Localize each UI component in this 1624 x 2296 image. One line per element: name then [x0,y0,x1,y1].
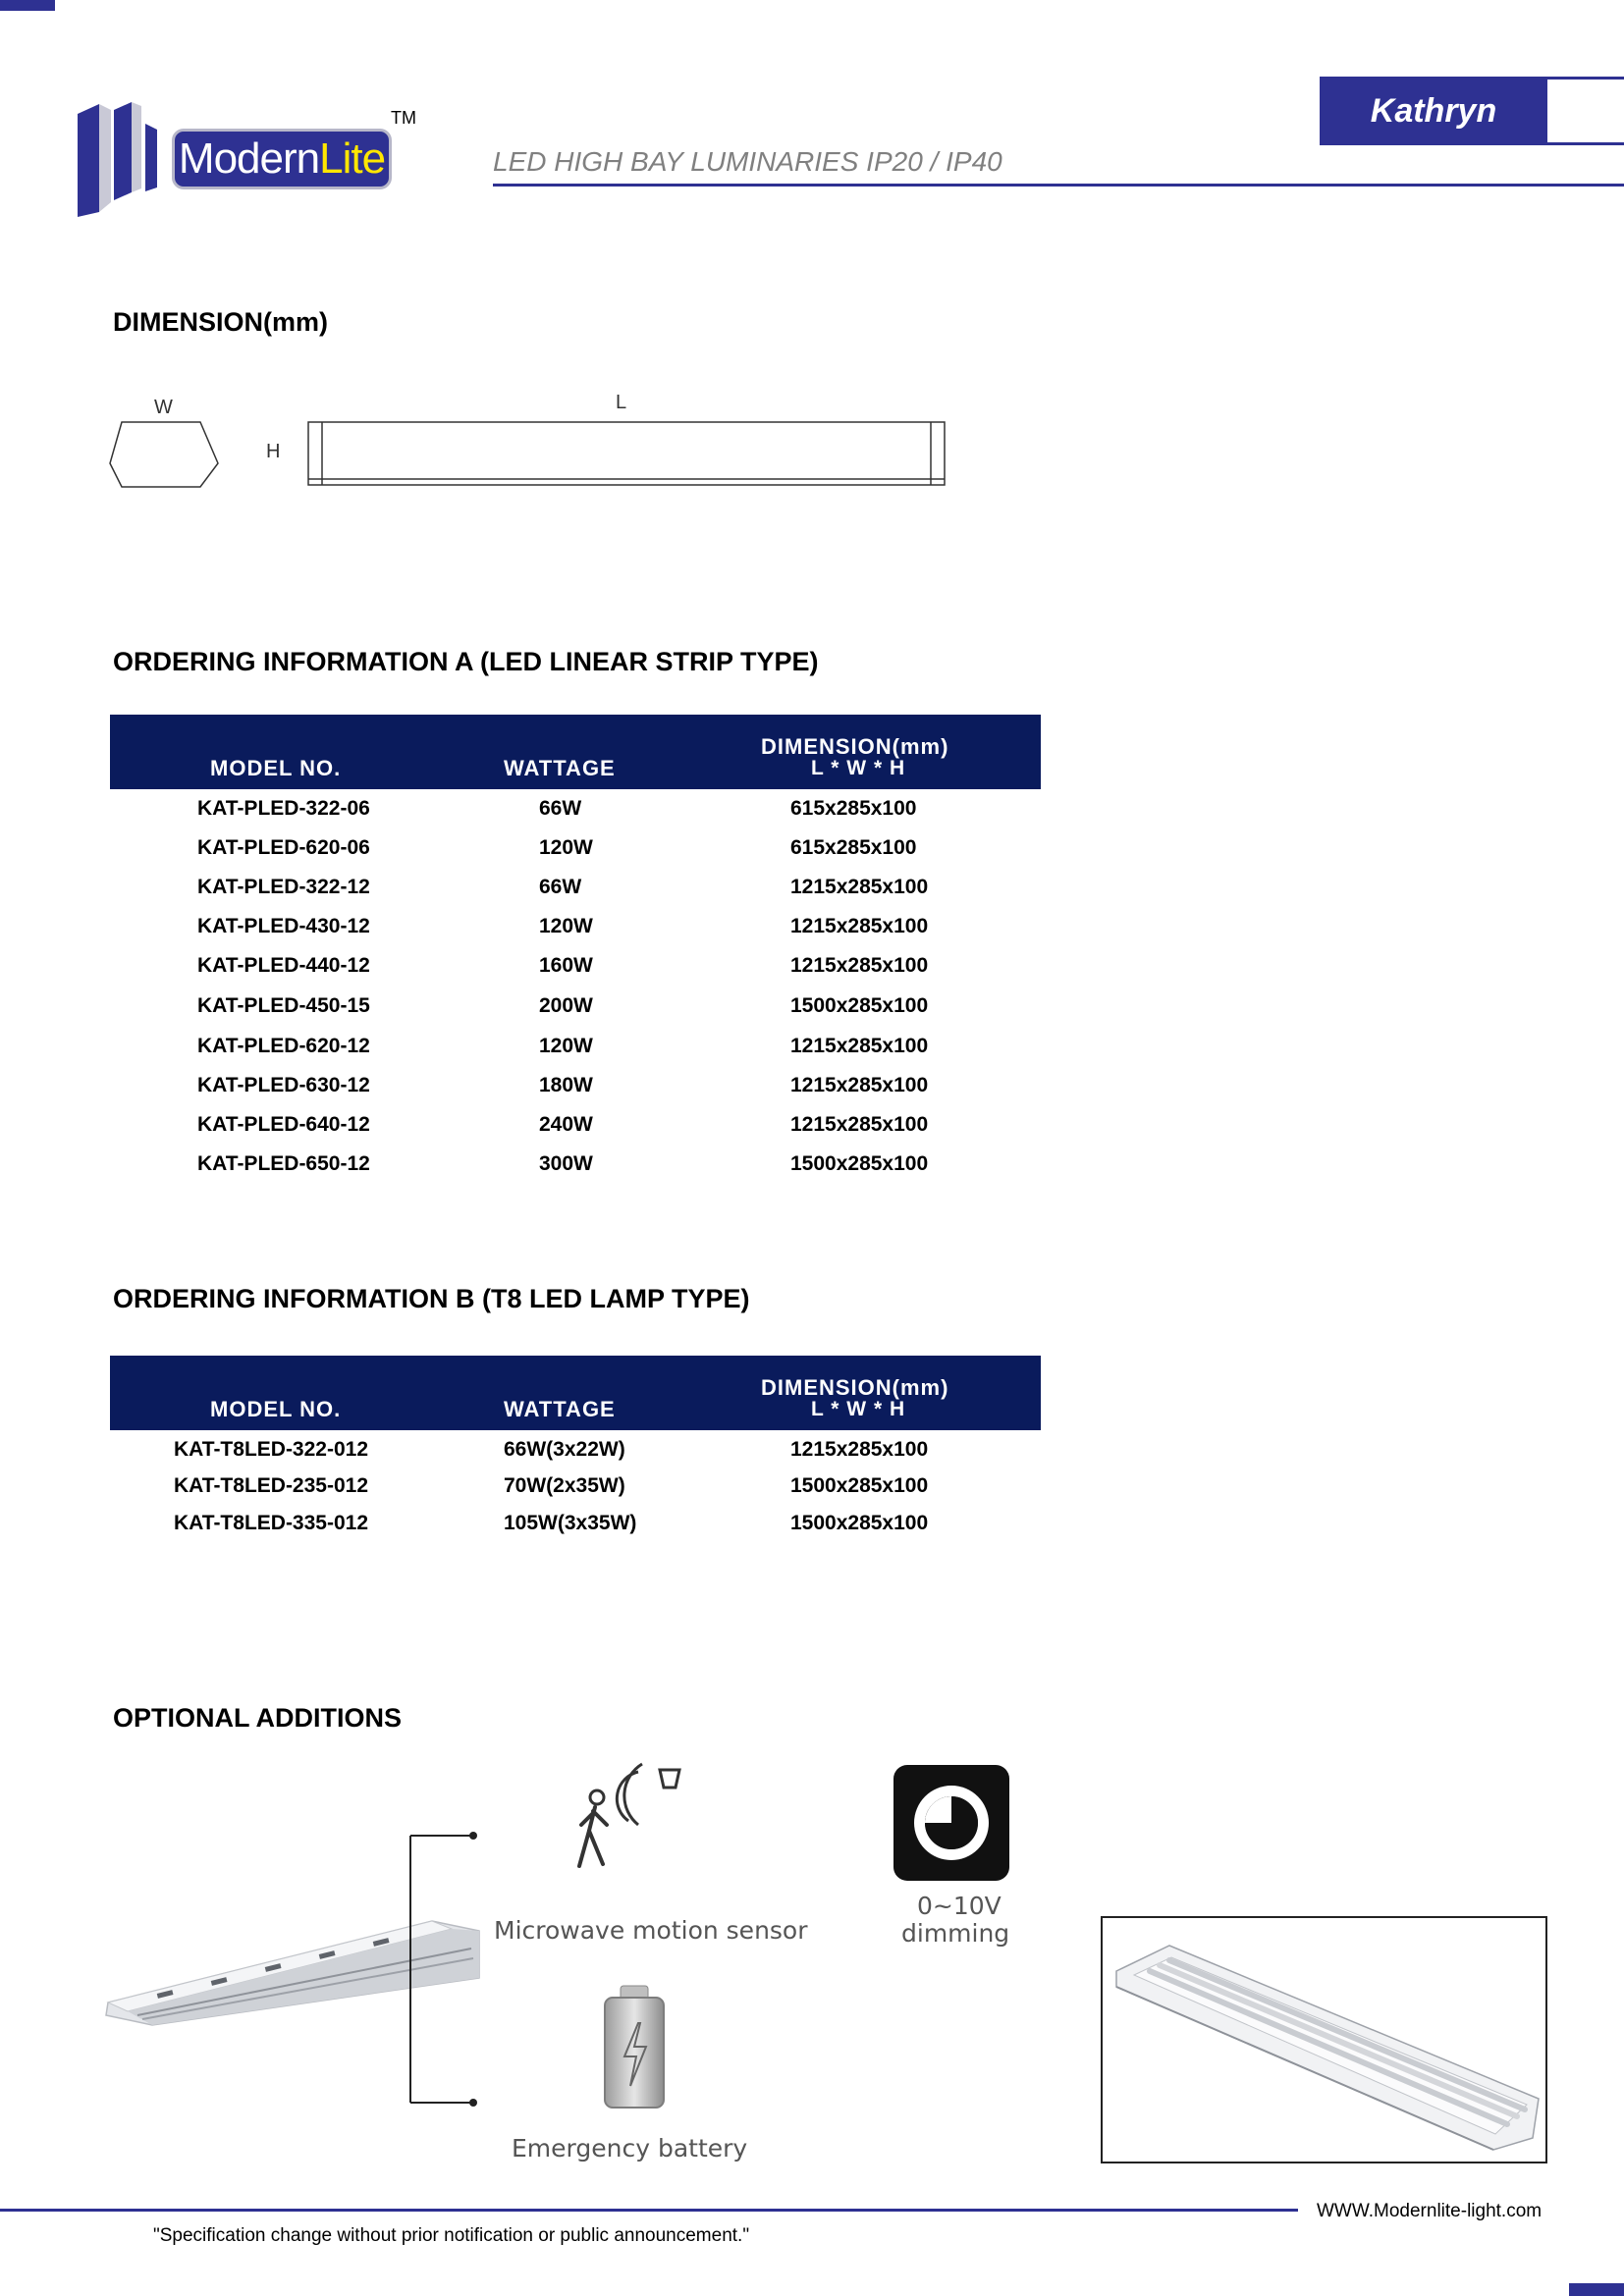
cell-model: KAT-PLED-440-12 [197,954,370,977]
table-row [110,1035,1041,1058]
table-row [110,1074,1041,1097]
t8-fixture-image [1110,1932,1543,2154]
cell-wattage: 66W [539,876,582,898]
ordering-b-body [110,1430,1041,1548]
cell-wattage: 160W [539,954,593,977]
table-row [110,836,1041,860]
ordering-b-header-row [110,1356,1041,1430]
cell-dimension: 1500x285x100 [790,1512,929,1534]
cell-wattage: 120W [539,836,593,859]
dimension-drawing [106,389,950,497]
corner-accent-bottom [1569,2283,1624,2296]
cell-dimension: 1500x285x100 [790,1474,929,1497]
side-profile-body [308,422,945,485]
col-dimension-header: DIMENSION(mm) [761,1375,949,1400]
trademark-mark: TM [391,108,416,128]
table-row [110,1512,1041,1535]
cell-wattage: 70W(2x35W) [504,1474,625,1497]
col-wattage-header: WATTAGE [504,756,616,780]
table-row [110,954,1041,978]
table-row [110,915,1041,938]
col-dimension-subheader: L * W * H [811,1398,906,1420]
subtitle-rule [493,184,1624,187]
cell-model: KAT-PLED-620-12 [197,1035,370,1057]
end-profile-hexagon [110,422,218,487]
cell-dimension: 1215x285x100 [790,954,929,977]
cell-model: KAT-PLED-640-12 [197,1113,370,1136]
walking-person-icon [569,1760,692,1873]
product-photo-frame [1101,1916,1547,2163]
cell-wattage: 240W [539,1113,593,1136]
cell-dimension: 1215x285x100 [790,915,929,937]
cell-dimension: 1215x285x100 [790,876,929,898]
label-h: H [266,441,281,462]
cell-dimension: 615x285x100 [790,836,917,859]
emergency-battery-label: Emergency battery [512,2134,748,2163]
connector-bracket [403,1828,491,2112]
logo-text-lite: Lite [319,134,386,183]
cell-dimension: 1215x285x100 [790,1113,929,1136]
brand-tab: Kathryn [1320,77,1547,145]
table-row [110,797,1041,821]
dimming-label-voltage: 0~10V [917,1892,1001,1920]
cell-model: KAT-T8LED-235-012 [174,1474,369,1497]
battery-icon [601,1984,668,2111]
cell-model: KAT-PLED-650-12 [197,1152,370,1175]
cell-dimension: 1215x285x100 [790,1074,929,1096]
cell-wattage: 66W(3x22W) [504,1438,625,1461]
cell-wattage: 200W [539,994,593,1017]
col-model-header: MODEL NO. [210,756,342,780]
cell-model: KAT-PLED-430-12 [197,915,370,937]
cell-wattage: 66W [539,797,582,820]
ordering-a-heading: ORDERING INFORMATION A (LED LINEAR STRIP TYPE) [113,647,819,676]
cell-model: KAT-T8LED-335-012 [174,1512,369,1534]
table-row [110,876,1041,899]
cell-dimension: 1215x285x100 [790,1438,929,1461]
dimension-heading: DIMENSION(mm) [113,307,329,337]
cell-wattage: 300W [539,1152,593,1175]
cell-wattage: 105W(3x35W) [504,1512,637,1534]
dimming-label: dimming [901,1919,1010,1948]
table-row [110,1113,1041,1137]
cell-model: KAT-PLED-450-15 [197,994,370,1017]
logo-wordmark [172,129,392,189]
motion-sensor-label: Microwave motion sensor [494,1916,808,1945]
ordering-b-heading: ORDERING INFORMATION B (T8 LED LAMP TYPE) [113,1284,750,1313]
logo-text-modern: Modern [178,134,320,183]
cell-dimension: 1215x285x100 [790,1035,929,1057]
label-l: L [616,392,627,413]
cell-model: KAT-PLED-630-12 [197,1074,370,1096]
cell-dimension: 1500x285x100 [790,1152,929,1175]
page-subtitle: LED HIGH BAY LUMINARIES IP20 / IP40 [493,146,1002,177]
ordering-a-body [110,789,1041,1182]
cell-wattage: 120W [539,1035,593,1057]
cell-model: KAT-T8LED-322-012 [174,1438,369,1461]
dimmer-knob-icon [892,1763,1011,1883]
cell-wattage: 180W [539,1074,593,1096]
label-w: W [154,397,173,418]
cell-model: KAT-PLED-620-06 [197,836,370,859]
table-row [110,1438,1041,1462]
table-row [110,1152,1041,1176]
cell-model: KAT-PLED-322-06 [197,797,370,820]
cell-dimension: 1500x285x100 [790,994,929,1017]
ordering-a-header-row [110,715,1041,789]
optional-additions-heading: OPTIONAL ADDITIONS [113,1703,403,1733]
cell-wattage: 120W [539,915,593,937]
table-row [110,1474,1041,1498]
col-model-header: MODEL NO. [210,1397,342,1421]
col-wattage-header: WATTAGE [504,1397,616,1421]
footer-url: WWW.Modernlite-light.com [1317,2201,1543,2221]
cell-dimension: 615x285x100 [790,797,917,820]
cell-model: KAT-PLED-322-12 [197,876,370,898]
footer-disclaimer: "Specification change without prior notification or public announcement." [153,2225,750,2246]
col-dimension-header: DIMENSION(mm) [761,734,949,759]
col-dimension-subheader: L * W * H [811,757,906,779]
corner-accent-top [0,0,55,11]
footer-rule [0,2209,1298,2212]
table-row [110,994,1041,1018]
